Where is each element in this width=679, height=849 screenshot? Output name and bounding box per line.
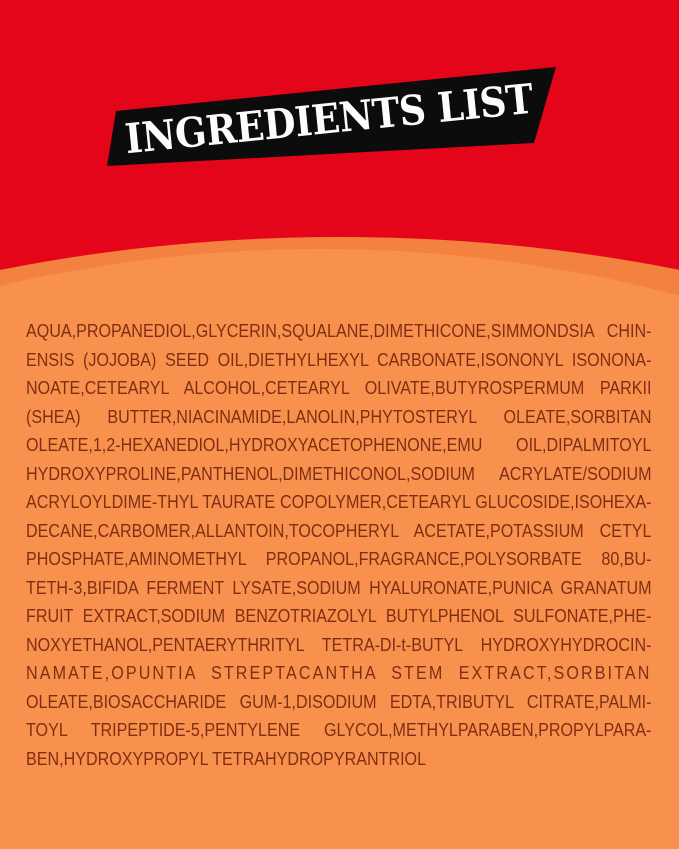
ingredients-line: (SHEA) BUTTER,NIACINAMIDE,LANOLIN,PHYTOSTERYL OLEATE,SORBITAN	[26, 405, 652, 427]
ingredients-line: DECANE,CARBOMER,ALLANTOIN,TOCOPHERYL ACETATE,POTASSIUM CETYL	[26, 519, 652, 541]
ingredients-line: FRUIT EXTRACT,SODIUM BENZOTRIAZOLYL BUTYLPHENOL SULFONATE,PHE-	[26, 605, 652, 626]
ingredients-line: NAMATE,OPUNTIA STREPTACANTHA STEM EXTRACT,SORBITAN	[26, 662, 652, 683]
ingredients-text-block	[26, 317, 652, 773]
ingredients-line: OLEATE,1,2-HEXANEDIOL,HYDROXYACETOPHENONE,EMU OIL,DIPALMITOYL	[26, 434, 652, 455]
ingredients-line: HYDROXYPROLINE,PANTHENOL,DIMETHICONOL,SODIUM ACRYLATE/SODIUM	[26, 462, 652, 484]
ingredients-line: NOATE,CETEARYL ALCOHOL,CETEARYL OLIVATE,BUTYROSPERMUM PARKII	[26, 377, 652, 398]
ingredients-line: NOXYETHANOL,PENTAERYTHRITYL TETRA-DI-t-BUTYL HYDROXYHYDROCIN-	[26, 633, 652, 655]
page-title: INGREDIENTS LIST	[122, 74, 536, 164]
ingredients-line: TOYL TRIPEPTIDE-5,PENTYLENE GLYCOL,METHYLPARABEN,PROPYLPARA-	[26, 719, 652, 740]
ingredients-line: OLEATE,BIOSACCHARIDE GUM-1,DISODIUM EDTA,TRIBUTYL CITRATE,PALMI-	[26, 690, 652, 712]
ingredients-line: BEN,HYDROXYPROPYL TETRAHYDROPYRANTRIOL	[26, 747, 427, 769]
ingredients-line: PHOSPHATE,AMINOMETHYL PROPANOL,FRAGRANCE,POLYSORBATE 80,BU-	[26, 548, 652, 569]
ingredients-line: AQUA,PROPANEDIOL,GLYCERIN,SQUALANE,DIMETHICONE,SIMMONDSIA CHIN-	[26, 320, 652, 341]
ingredients-line: ACRYLOYLDIME-THYL TAURATE COPOLYMER,CETEARYL GLUCOSIDE,ISOHEXA-	[26, 491, 652, 512]
ingredients-line: ENSIS (JOJOBA) SEED OIL,DIETHYLHEXYL CARBONATE,ISONONYL ISONONA-	[26, 348, 652, 370]
ingredients-line: TETH-3,BIFIDA FERMENT LYSATE,SODIUM HYALURONATE,PUNICA GRANATUM	[26, 576, 652, 598]
